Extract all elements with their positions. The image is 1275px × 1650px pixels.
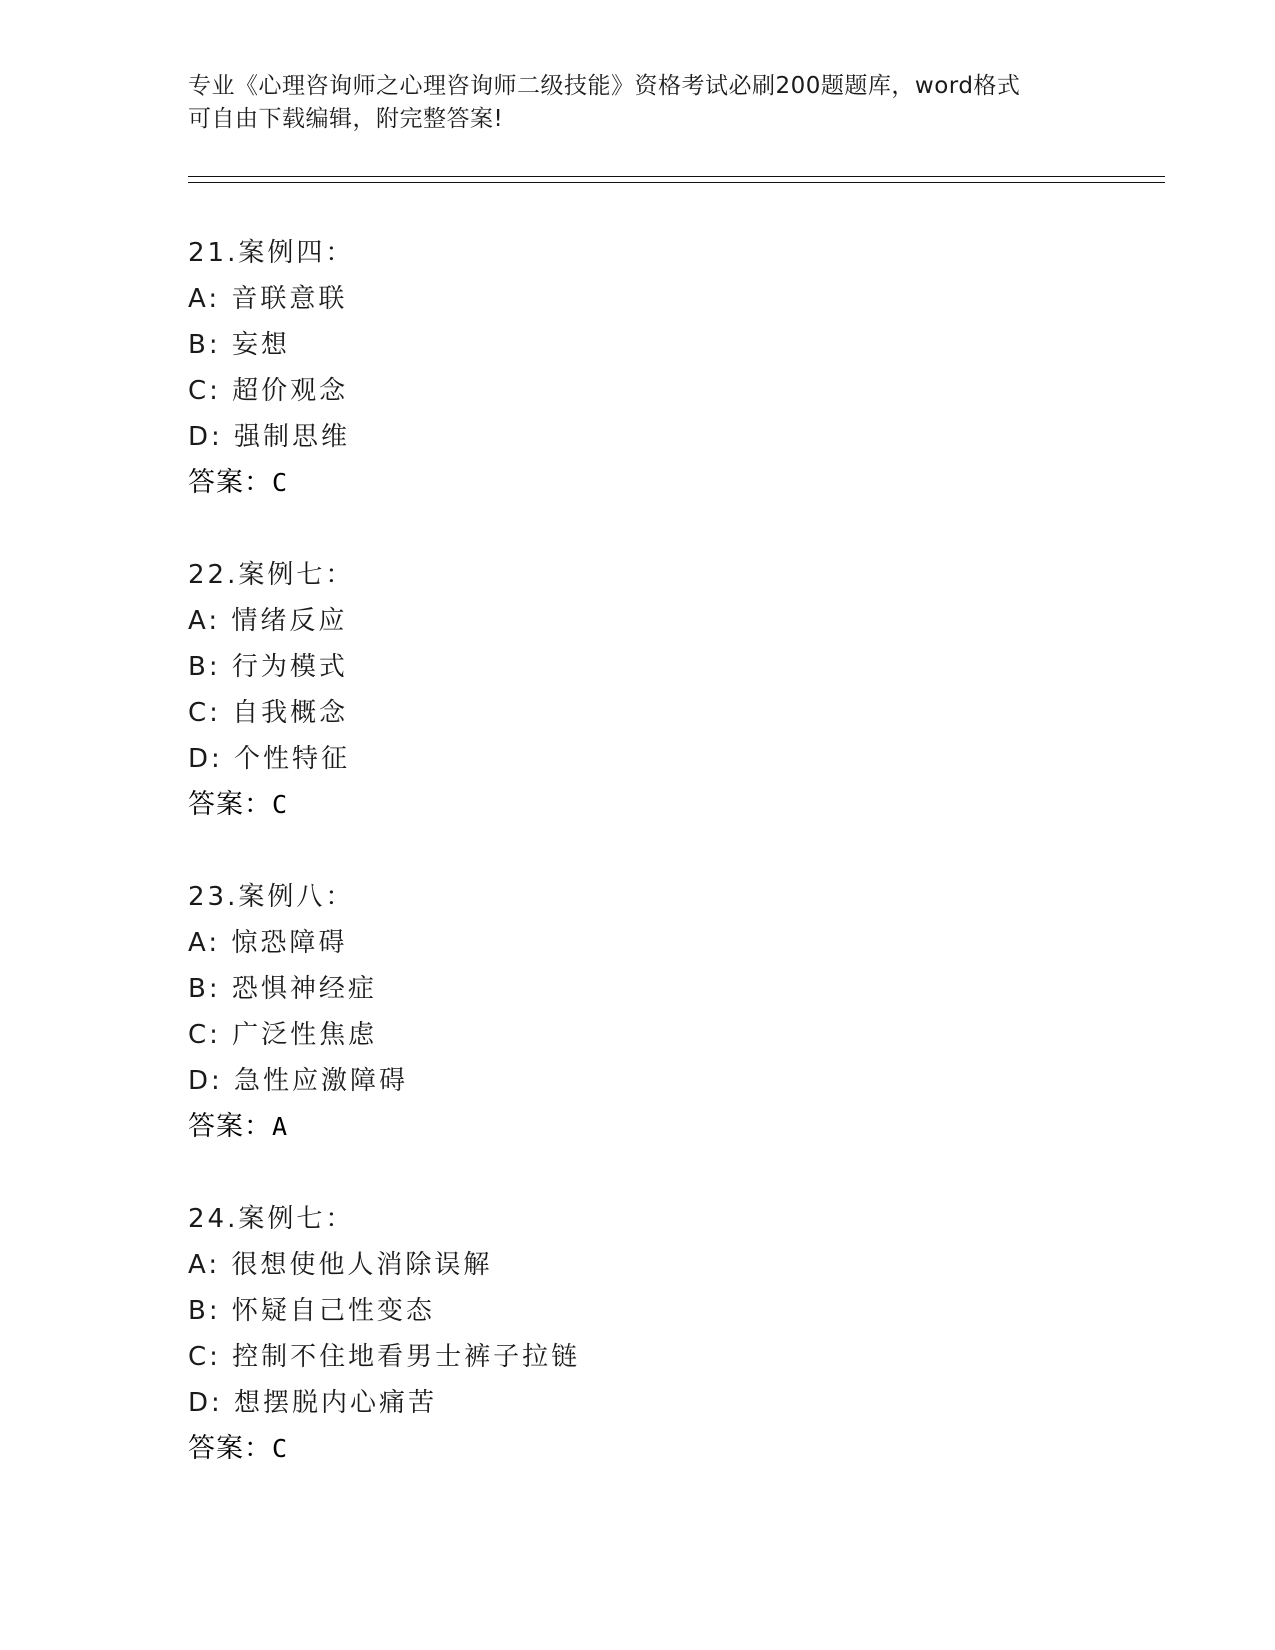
- header-line-2: 可自由下载编辑，附完整答案!: [188, 106, 504, 132]
- answer-label: 答案：: [188, 789, 272, 820]
- answer-line: [188, 1426, 1088, 1472]
- option-b: B: 行为模式: [188, 652, 348, 682]
- answer-value: C: [272, 1434, 289, 1463]
- header-line-1: 专业《心理咨询师之心理咨询师二级技能》资格考试必刷200题题库，word格式: [188, 73, 1021, 99]
- question-stem: 24.案例七：: [188, 1204, 355, 1234]
- question-stem: 22.案例七：: [188, 560, 355, 590]
- option-d: D: 急性应激障碍: [188, 1066, 409, 1096]
- answer-line: [188, 460, 1088, 506]
- answer-line: [188, 1104, 1088, 1150]
- header-divider-bottom: [188, 182, 1165, 183]
- option-b: B: 怀疑自己性变态: [188, 1296, 435, 1326]
- question-21: [188, 230, 1088, 552]
- question-23: [188, 874, 1088, 1196]
- option-b: B: 恐惧神经症: [188, 974, 377, 1004]
- option-c: C: 自我概念: [188, 698, 349, 728]
- answer-label: 答案：: [188, 1111, 272, 1142]
- answer-value: C: [272, 790, 289, 819]
- option-a: A: 很想使他人消除误解: [188, 1250, 493, 1280]
- question-stem: 23.案例八：: [188, 882, 355, 912]
- question-24: [188, 1196, 1088, 1518]
- question-list: [188, 230, 1088, 1518]
- header-divider-top: [188, 176, 1165, 177]
- answer-value: A: [272, 1112, 289, 1141]
- option-d: D: 个性特征: [188, 744, 351, 774]
- option-c: C: 广泛性焦虑: [188, 1020, 378, 1050]
- document-header: [188, 70, 1088, 136]
- question-stem: 21.案例四：: [188, 238, 355, 268]
- answer-label: 答案：: [188, 467, 272, 498]
- option-a: A: 情绪反应: [188, 606, 348, 636]
- option-b: B: 妄想: [188, 330, 290, 360]
- option-a: A: 音联意联: [188, 284, 348, 314]
- option-c: C: 控制不住地看男士裤子拉链: [188, 1342, 581, 1372]
- question-22: [188, 552, 1088, 874]
- option-a: A: 惊恐障碍: [188, 928, 348, 958]
- option-c: C: 超价观念: [188, 376, 349, 406]
- answer-value: C: [272, 468, 289, 497]
- option-d: D: 想摆脱内心痛苦: [188, 1388, 438, 1418]
- answer-label: 答案：: [188, 1433, 272, 1464]
- option-d: D: 强制思维: [188, 422, 351, 452]
- answer-line: [188, 782, 1088, 828]
